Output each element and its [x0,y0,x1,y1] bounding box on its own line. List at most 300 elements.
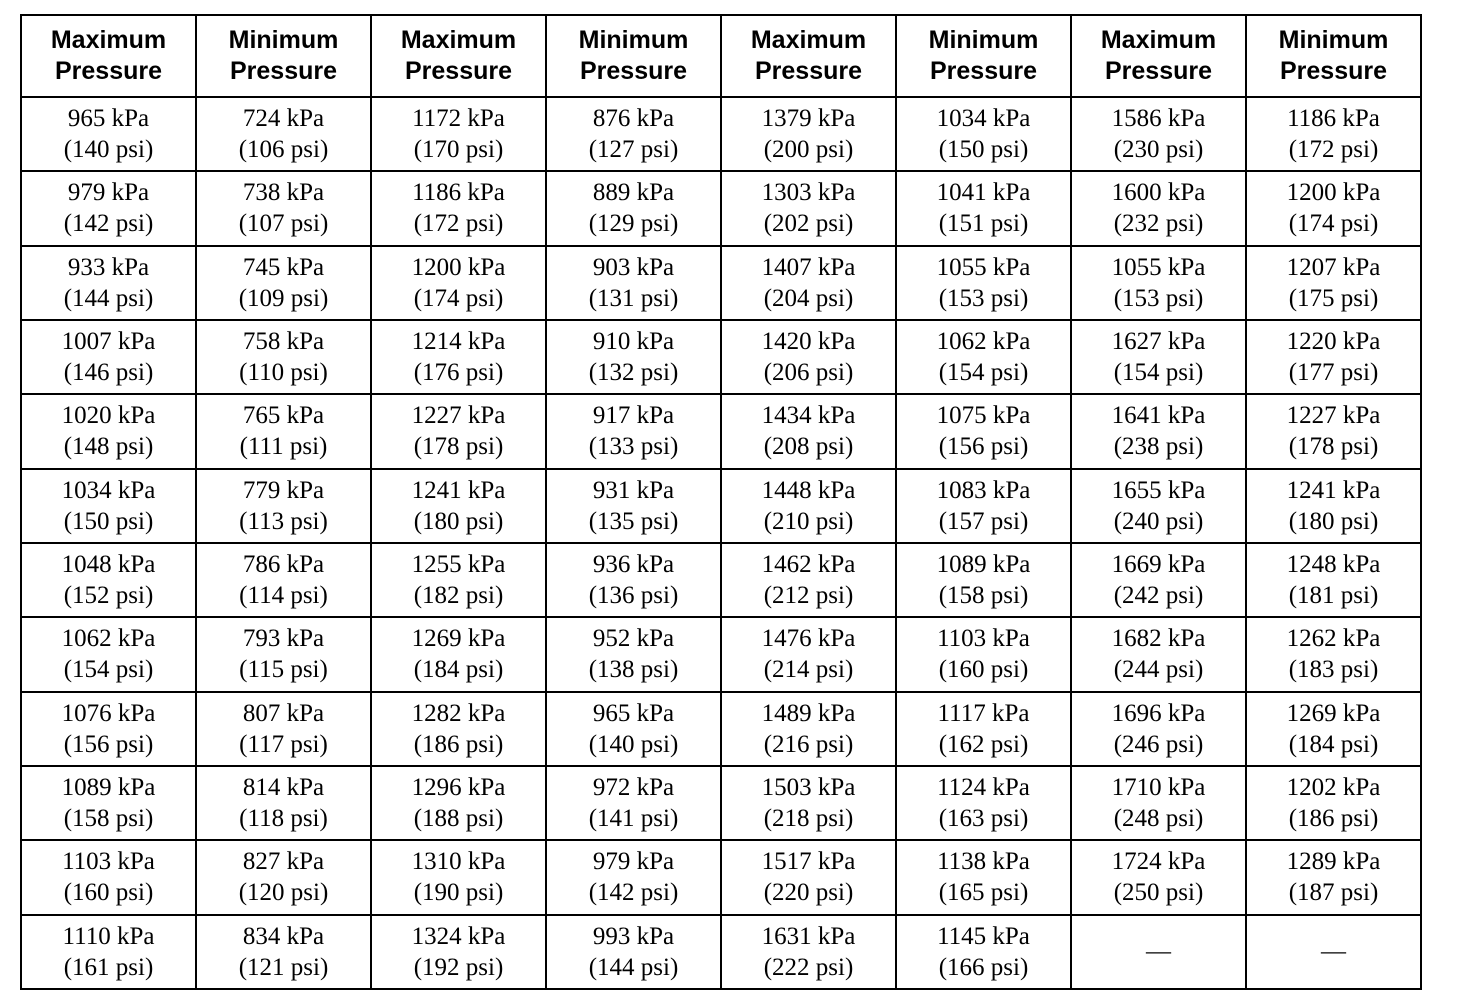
table-cell [21,97,196,171]
psi-value: (141 psi) [588,805,679,833]
table-cell [1071,543,1246,617]
psi-value: (157 psi) [938,507,1029,535]
table-cell [896,394,1071,468]
psi-value: (244 psi) [1113,656,1204,684]
psi-value: (148 psi) [63,433,154,461]
kpa-value: 1434 kPa [761,402,856,430]
table-cell [1071,692,1246,766]
table-cell [721,543,896,617]
psi-value: (172 psi) [1288,136,1379,164]
kpa-value: 1255 kPa [411,551,506,579]
psi-value: (172 psi) [413,210,504,238]
table-cell [1246,766,1421,840]
table-cell [21,766,196,840]
psi-value: (238 psi) [1113,433,1204,461]
psi-value: (154 psi) [1113,359,1204,387]
psi-value: (163 psi) [938,805,1029,833]
kpa-value: 1517 kPa [761,848,856,876]
table-cell [546,840,721,914]
table-cell [721,97,896,171]
table-cell [721,915,896,989]
column-header-line1: Maximum [1100,26,1217,54]
kpa-value: 1055 kPa [1111,253,1206,281]
psi-value: (151 psi) [938,210,1029,238]
kpa-value: 1462 kPa [761,551,856,579]
kpa-value: 1407 kPa [761,253,856,281]
table-cell [1071,97,1246,171]
psi-value: (178 psi) [1288,433,1379,461]
kpa-value: 1627 kPa [1111,328,1206,356]
table-cell [1246,97,1421,171]
table-cell [546,915,721,989]
psi-value: (135 psi) [588,507,679,535]
psi-value: (160 psi) [938,656,1029,684]
table-cell [1071,394,1246,468]
psi-value: (158 psi) [63,805,154,833]
kpa-value: 1076 kPa [61,699,156,727]
psi-value: (117 psi) [239,730,328,758]
table-cell [21,246,196,320]
table-cell [21,469,196,543]
table-cell [721,394,896,468]
psi-value: (138 psi) [588,656,679,684]
psi-value: (150 psi) [938,136,1029,164]
kpa-value: 1117 kPa [937,699,1030,727]
kpa-value: 979 kPa [67,179,150,207]
psi-value: (186 psi) [1288,805,1379,833]
psi-value: (152 psi) [63,582,154,610]
psi-value: (250 psi) [1113,879,1204,907]
column-header-line1: Minimum [1278,26,1389,54]
table-cell [21,394,196,468]
kpa-value: 889 kPa [592,179,675,207]
psi-value: (174 psi) [413,284,504,312]
kpa-value: 1020 kPa [61,402,156,430]
psi-value: (142 psi) [63,210,154,238]
psi-value: (177 psi) [1288,359,1379,387]
psi-value: (180 psi) [1288,507,1379,535]
psi-value: (153 psi) [938,284,1029,312]
table-row [21,915,1421,989]
table-cell [546,543,721,617]
psi-value: (210 psi) [763,507,854,535]
psi-value: (174 psi) [1288,210,1379,238]
psi-value: (133 psi) [588,433,679,461]
psi-value: (162 psi) [938,730,1029,758]
table-cell [1246,692,1421,766]
psi-value: (142 psi) [588,879,679,907]
kpa-value: 1289 kPa [1286,848,1381,876]
kpa-value: 1324 kPa [411,922,506,950]
psi-value: (161 psi) [63,953,154,981]
kpa-value: 1641 kPa [1111,402,1206,430]
psi-value: (208 psi) [763,433,854,461]
psi-value: (158 psi) [938,582,1029,610]
psi-value: (192 psi) [413,953,504,981]
kpa-value: 745 kPa [242,253,325,281]
psi-value: (190 psi) [413,879,504,907]
kpa-value: 1296 kPa [411,774,506,802]
column-header-line2: Pressure [754,57,863,85]
kpa-value: 1269 kPa [411,625,506,653]
column-header-line1: Minimum [228,26,339,54]
kpa-value: 1476 kPa [761,625,856,653]
table-row [21,469,1421,543]
table-cell [371,692,546,766]
kpa-value: 1083 kPa [936,476,1031,504]
psi-value: (246 psi) [1113,730,1204,758]
psi-value: (111 psi) [239,433,328,461]
table-cell [371,469,546,543]
table-row [21,692,1421,766]
table-row [21,320,1421,394]
psi-value: (182 psi) [413,582,504,610]
table-row [21,840,1421,914]
kpa-value: 1048 kPa [61,551,156,579]
kpa-value: 1089 kPa [61,774,156,802]
psi-value: (170 psi) [413,136,504,164]
table-row [21,617,1421,691]
psi-value: (242 psi) [1113,582,1204,610]
table-cell [196,394,371,468]
table-cell [1071,246,1246,320]
psi-value: (114 psi) [239,582,328,610]
kpa-value: 1310 kPa [411,848,506,876]
kpa-value: 814 kPa [242,774,325,802]
psi-value: (113 psi) [239,507,328,535]
psi-value: (129 psi) [588,210,679,238]
kpa-value: 1103 kPa [937,625,1030,653]
column-header-line2: Pressure [1279,57,1388,85]
psi-value: (120 psi) [238,879,329,907]
table-cell [196,97,371,171]
kpa-value: 1041 kPa [936,179,1031,207]
table-row [21,246,1421,320]
psi-value: (180 psi) [413,507,504,535]
table-cell [371,840,546,914]
kpa-value: 1724 kPa [1111,848,1206,876]
table-cell [196,840,371,914]
column-header [546,15,721,97]
psi-value: (115 psi) [239,656,328,684]
psi-value: (202 psi) [763,210,854,238]
column-header [21,15,196,97]
column-header-line2: Pressure [1104,57,1213,85]
table-cell [21,692,196,766]
kpa-value: 758 kPa [242,328,325,356]
table-cell [196,543,371,617]
kpa-value: 1269 kPa [1286,699,1381,727]
kpa-value: 1007 kPa [61,328,156,356]
kpa-value: 965 kPa [592,699,675,727]
column-header-line2: Pressure [229,57,338,85]
table-cell [896,915,1071,989]
psi-value: (240 psi) [1113,507,1204,535]
table-cell [371,320,546,394]
kpa-value: 993 kPa [592,922,675,950]
kpa-value: 738 kPa [242,179,325,207]
psi-value: (121 psi) [238,953,329,981]
table-row [21,97,1421,171]
kpa-value: 1062 kPa [61,625,156,653]
kpa-value: 1227 kPa [411,402,506,430]
kpa-value: 1241 kPa [1286,476,1381,504]
kpa-value: 1034 kPa [61,476,156,504]
table-cell [721,617,896,691]
table-cell [896,692,1071,766]
table-cell [371,766,546,840]
kpa-value: 1034 kPa [936,105,1031,133]
column-header-line2: Pressure [54,57,163,85]
psi-value: (222 psi) [763,953,854,981]
kpa-value: 972 kPa [592,774,675,802]
table-cell [1246,246,1421,320]
column-header-line2: Pressure [929,57,1038,85]
psi-value: (220 psi) [763,879,854,907]
column-header-line1: Maximum [400,26,517,54]
kpa-value: 1696 kPa [1111,699,1206,727]
kpa-value: 1103 kPa [62,848,155,876]
psi-value: (109 psi) [238,284,329,312]
column-header [196,15,371,97]
psi-value: (204 psi) [763,284,854,312]
column-header-line1: Maximum [750,26,867,54]
kpa-value: 979 kPa [592,848,675,876]
kpa-value: 910 kPa [592,328,675,356]
psi-value: (183 psi) [1288,656,1379,684]
kpa-value: 1138 kPa [937,848,1030,876]
psi-value: (144 psi) [588,953,679,981]
psi-value: (176 psi) [413,359,504,387]
pressure-table [20,14,1422,990]
table-cell [896,171,1071,245]
kpa-value: 786 kPa [242,551,325,579]
psi-value: (153 psi) [1113,284,1204,312]
kpa-value: 1110 kPa [62,922,155,950]
kpa-value: 876 kPa [592,105,675,133]
table-cell [721,469,896,543]
table-cell [1246,320,1421,394]
table-cell [371,394,546,468]
table-cell [896,766,1071,840]
table-cell [1071,320,1246,394]
column-header-line2: Pressure [404,57,513,85]
table-cell [21,915,196,989]
psi-value: (175 psi) [1288,284,1379,312]
kpa-value: 1600 kPa [1111,179,1206,207]
psi-value: (140 psi) [588,730,679,758]
table-cell [21,543,196,617]
kpa-value: 1089 kPa [936,551,1031,579]
kpa-value: 1669 kPa [1111,551,1206,579]
kpa-value: 1055 kPa [936,253,1031,281]
kpa-value: 1262 kPa [1286,625,1381,653]
kpa-value: 1200 kPa [1286,179,1381,207]
psi-value: (212 psi) [763,582,854,610]
table-cell [896,543,1071,617]
psi-value: (132 psi) [588,359,679,387]
kpa-value: 793 kPa [242,625,325,653]
table-cell [546,246,721,320]
table-cell [546,766,721,840]
psi-value: (218 psi) [763,805,854,833]
table-cell [896,97,1071,171]
table-cell [1071,766,1246,840]
psi-value: (146 psi) [63,359,154,387]
table-cell [721,246,896,320]
table-cell [896,840,1071,914]
kpa-value: 1586 kPa [1111,105,1206,133]
psi-value: (106 psi) [238,136,329,164]
kpa-value: 1303 kPa [761,179,856,207]
kpa-value: 1282 kPa [411,699,506,727]
kpa-value: 1124 kPa [937,774,1030,802]
table-cell [721,692,896,766]
column-header [371,15,546,97]
kpa-value: 724 kPa [242,105,325,133]
kpa-value: 903 kPa [592,253,675,281]
table-cell [371,246,546,320]
kpa-value: 1379 kPa [761,105,856,133]
table-cell [21,617,196,691]
kpa-value: 1062 kPa [936,328,1031,356]
psi-value: (186 psi) [413,730,504,758]
table-row [21,766,1421,840]
table-cell [546,171,721,245]
psi-value: (206 psi) [763,359,854,387]
header-row [21,15,1421,97]
psi-value: (188 psi) [413,805,504,833]
kpa-value: 1202 kPa [1286,774,1381,802]
psi-value: (232 psi) [1113,210,1204,238]
kpa-value: 1186 kPa [1287,105,1380,133]
column-header-line1: Minimum [578,26,689,54]
table-cell [896,617,1071,691]
kpa-value: 933 kPa [67,253,150,281]
psi-value: (127 psi) [588,136,679,164]
psi-value: (216 psi) [763,730,854,758]
table-cell [1246,171,1421,245]
table-cell [196,766,371,840]
table-cell [196,320,371,394]
psi-value: (156 psi) [938,433,1029,461]
table-cell [196,915,371,989]
table-row [21,543,1421,617]
kpa-value: 1489 kPa [761,699,856,727]
table-row [21,171,1421,245]
kpa-value: 1503 kPa [761,774,856,802]
psi-value: (156 psi) [63,730,154,758]
table-cell [196,617,371,691]
psi-value: (165 psi) [938,879,1029,907]
table-cell [721,840,896,914]
psi-value: (144 psi) [63,284,154,312]
psi-value: (107 psi) [238,210,329,238]
table-cell [546,469,721,543]
table-cell [21,171,196,245]
table-cell [1246,840,1421,914]
psi-value: (140 psi) [63,136,154,164]
psi-value: (118 psi) [239,805,328,833]
empty-cell-dash: — [1146,938,1171,966]
kpa-value: 1172 kPa [412,105,505,133]
kpa-value: 1075 kPa [936,402,1031,430]
kpa-value: 1207 kPa [1286,253,1381,281]
psi-value: (230 psi) [1113,136,1204,164]
table-cell [546,320,721,394]
table-cell [1246,617,1421,691]
kpa-value: 1448 kPa [761,476,856,504]
table-cell [21,320,196,394]
psi-value: (131 psi) [588,284,679,312]
psi-value: (178 psi) [413,433,504,461]
table-cell [1246,469,1421,543]
table-cell [896,246,1071,320]
kpa-value: 1241 kPa [411,476,506,504]
table-cell [371,97,546,171]
column-header [896,15,1071,97]
column-header-line2: Pressure [579,57,688,85]
kpa-value: 1186 kPa [412,179,505,207]
column-header [721,15,896,97]
kpa-value: 807 kPa [242,699,325,727]
table-cell [371,915,546,989]
table-cell [196,469,371,543]
empty-cell-dash: — [1321,938,1346,966]
table-cell [721,320,896,394]
column-header [1071,15,1246,97]
table-cell [721,171,896,245]
psi-value: (154 psi) [63,656,154,684]
kpa-value: 1220 kPa [1286,328,1381,356]
kpa-value: 965 kPa [67,105,150,133]
table-cell [896,469,1071,543]
table-cell [371,617,546,691]
kpa-value: 1227 kPa [1286,402,1381,430]
psi-value: (136 psi) [588,582,679,610]
kpa-value: 952 kPa [592,625,675,653]
pressure-table-container [20,14,1422,990]
column-header [1246,15,1421,97]
psi-value: (200 psi) [763,136,854,164]
table-cell [546,617,721,691]
table-cell [196,171,371,245]
kpa-value: 1200 kPa [411,253,506,281]
kpa-value: 1214 kPa [411,328,506,356]
psi-value: (166 psi) [938,953,1029,981]
kpa-value: 779 kPa [242,476,325,504]
table-cell [721,766,896,840]
table-cell [1246,394,1421,468]
kpa-value: 1631 kPa [761,922,856,950]
kpa-value: 931 kPa [592,476,675,504]
kpa-value: 1682 kPa [1111,625,1206,653]
column-header-line1: Maximum [50,26,167,54]
table-cell [21,840,196,914]
table-cell [371,543,546,617]
table-cell [896,320,1071,394]
psi-value: (160 psi) [63,879,154,907]
column-header-line1: Minimum [928,26,1039,54]
kpa-value: 765 kPa [242,402,325,430]
psi-value: (184 psi) [413,656,504,684]
table-cell [546,692,721,766]
table-row [21,394,1421,468]
psi-value: (248 psi) [1113,805,1204,833]
kpa-value: 834 kPa [242,922,325,950]
psi-value: (184 psi) [1288,730,1379,758]
psi-value: (150 psi) [63,507,154,535]
